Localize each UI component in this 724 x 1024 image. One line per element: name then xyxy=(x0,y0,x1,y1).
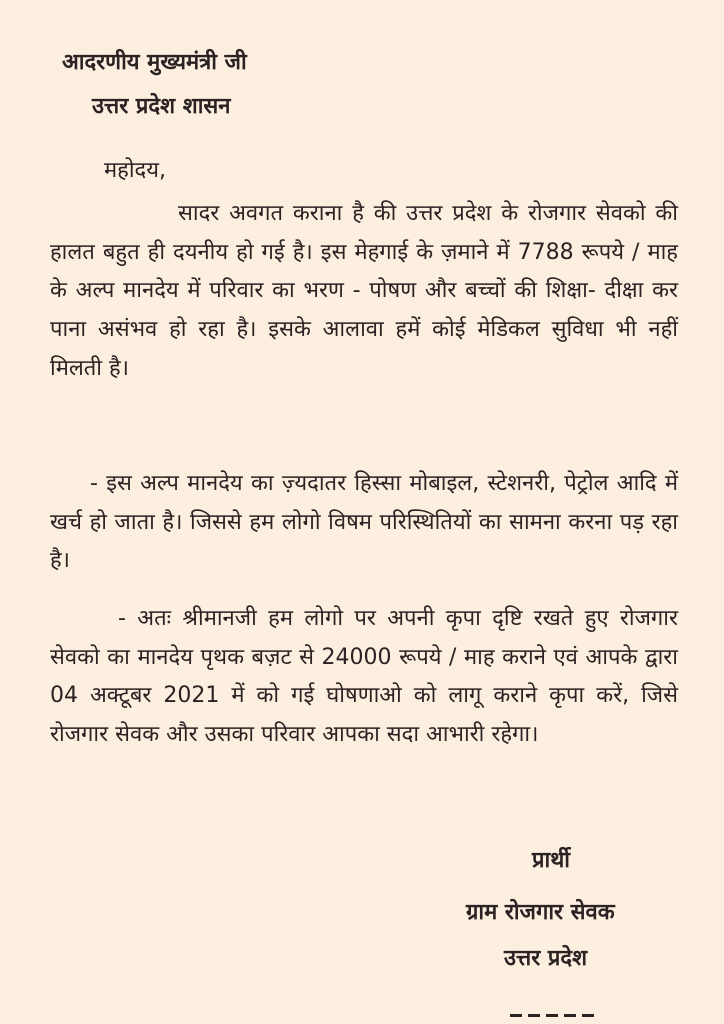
signature-designation: ग्राम रोजगार सेवक xyxy=(466,900,615,925)
signature-applicant: प्रार्थी xyxy=(532,848,570,873)
paragraph-request: - अतः श्रीमानजी हम लोगो पर अपनी कृपा दृष्टि रखते हुए रोजगार सेवको का मानदेय पृथक बज़ट से 24000 रूपये / माह कराने एवं आपके द्वारा 04 अक्टूबर 2021 में को गई घोषणाओ को लागू कराने कृपा करें, जिसे रोजगार सेवक और उसका परिवार आपका सदा आभारी रहेगा। xyxy=(50,606,678,748)
paragraph-expenses: - इस अल्प मानदेय का ज़्यदातर हिस्सा मोबाइल, स्टेशनरी, पेट्रोल आदि में खर्च हो जाता है। जिससे हम लोगो विषम परिस्थितियों का सामना करना पड़ रहा है। xyxy=(50,471,678,574)
salutation: महोदय, xyxy=(104,158,166,183)
cut-off-text-fragment xyxy=(510,1014,602,1024)
addressee-office: उत्तर प्रदेश शासन xyxy=(92,94,231,119)
paragraph-salary-condition: सादर अवगत कराना है की उत्तर प्रदेश के रोजगार सेवको की हालत बहुत ही दयनीय हो गई है। इस मेहगाई के ज़माने में 7788 रूपये / माह के अल्प मानदेय में परिवार का भरण - पोषण और बच्चों की शिक्षा- दीक्षा कर पाना असंभव हो रहा है। इसके आलावा हमें कोई मेडिकल सुविधा भी नहीं मिलती है। xyxy=(50,201,678,381)
addressee-title: आदरणीय मुख्यमंत्री जी xyxy=(62,50,247,75)
signature-state: उत्तर प्रदेश xyxy=(504,946,588,971)
